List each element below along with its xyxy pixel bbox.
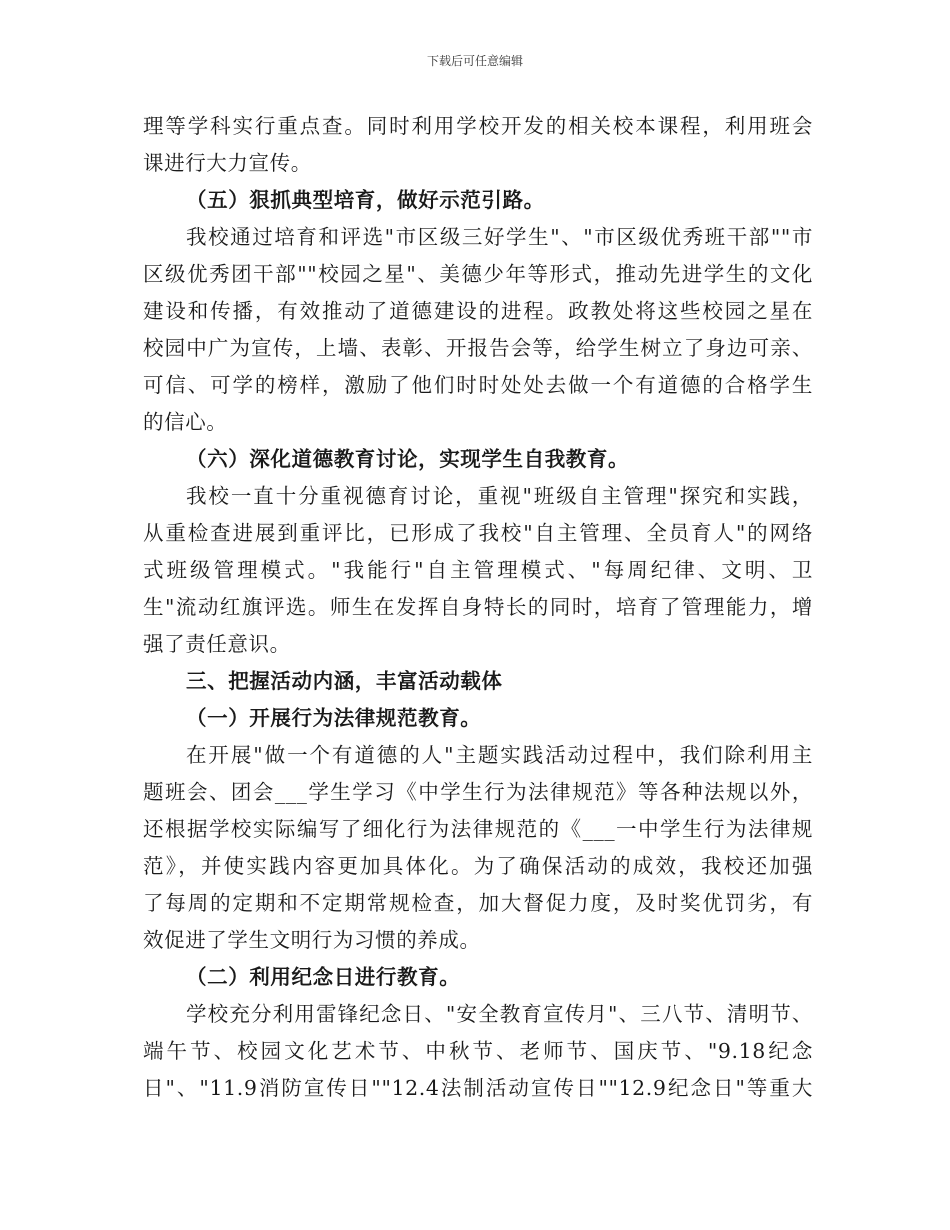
text-line: 的信心。: [143, 410, 228, 434]
text-line: 还根据学校实际编写了细化行为法律规范的《___一中学生行为法律规: [143, 817, 813, 841]
text-line: 在开展"做一个有道德的人"主题实践活动过程中，我们除利用主: [186, 743, 813, 767]
text-line: 式班级管理模式。"我能行"自主管理模式、"每周纪律、文明、卫: [143, 558, 813, 582]
text-line: 端午节、校园文化艺术节、中秋节、老师节、国庆节、"9.18纪念: [143, 1039, 813, 1063]
text-line: 范》，并使实践内容更加具体化。为了确保活动的成效，我校还加强: [143, 854, 813, 878]
text-line: 我校通过培育和评选"市区级三好学生"、"市区级优秀班干部""市: [186, 225, 813, 249]
text-line: 学校充分利用雷锋纪念日、"安全教育宣传月"、三八节、清明节、: [186, 1002, 813, 1026]
text-line: 课进行大力宣传。: [143, 151, 312, 175]
text-line: 区级优秀团干部""校园之星"、美德少年等形式，推动先进学生的文化: [143, 262, 813, 286]
text-line: 生"流动红旗评选。师生在发挥自身特长的同时，培育了管理能力，增: [143, 595, 813, 619]
text-line: 我校一直十分重视德育讨论，重视"班级自主管理"探究和实践，: [186, 484, 813, 508]
text-line: 理等学科实行重点查。同时利用学校开发的相关校本课程，利用班会: [143, 114, 813, 138]
section-heading: （五）狠抓典型培育，做好示范引路。: [186, 188, 545, 212]
text-line: 日"、"11.9消防宣传日""12.4法制活动宣传日""12.9纪念日"等重大: [143, 1076, 813, 1100]
document-body: [143, 108, 813, 1107]
text-line: 了每周的定期和不定期常规检查，加大督促力度，及时奖优罚劣，有: [143, 891, 813, 915]
section-heading: （六）深化道德教育讨论，实现学生自我教育。: [186, 447, 630, 471]
text-line: 可信、可学的榜样，激励了他们时时处处去做一个有道德的合格学生: [143, 373, 813, 397]
page-header: 下载后可任意编辑: [426, 54, 523, 68]
section-heading: （二）利用纪念日进行教育。: [186, 965, 461, 989]
text-line: 建设和传播，有效推动了道德建设的进程。政教处将这些校园之星在: [143, 299, 813, 323]
text-line: 从重检查进展到重评比，已形成了我校"自主管理、全员育人"的网络: [143, 521, 813, 545]
section-heading: 三、把握活动内涵，丰富活动载体: [186, 669, 503, 693]
section-heading: （一）开展行为法律规范教育。: [186, 706, 482, 730]
text-line: 强了责任意识。: [143, 632, 291, 656]
text-line: 效促进了学生文明行为习惯的养成。: [143, 928, 481, 952]
text-line: 校园中广为宣传，上墙、表彰、开报告会等，给学生树立了身边可亲、: [143, 336, 813, 360]
text-line: 题班会、团会___学生学习《中学生行为法律规范》等各种法规以外，: [143, 780, 813, 804]
